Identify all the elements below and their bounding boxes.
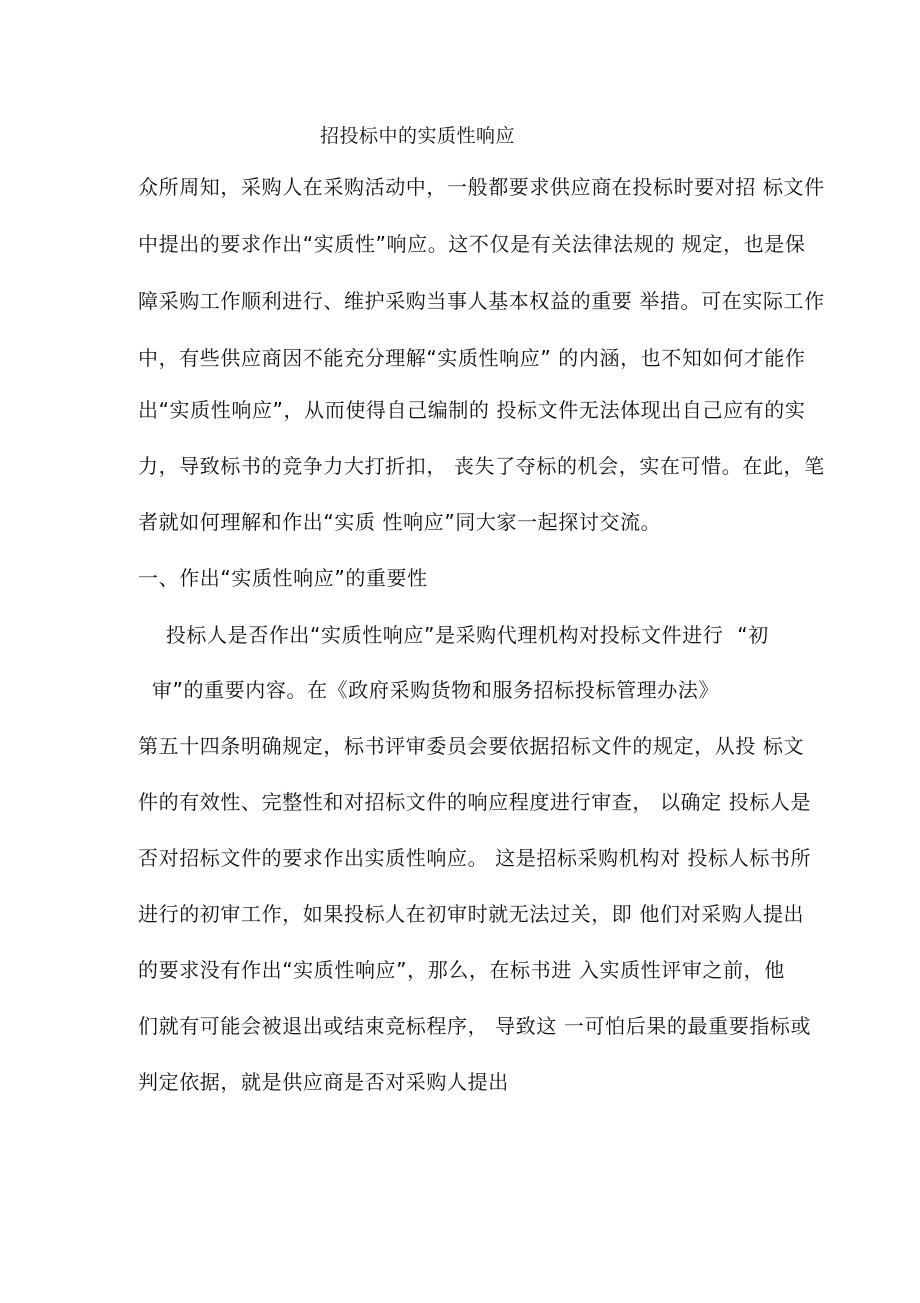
document-title: 招投标中的实质性响应 <box>320 125 516 147</box>
paragraph-line: 投标人是否作出“实质性响应”是采购代理机构对投标文件进行 “初 <box>138 623 769 647</box>
paragraph-line: 们就有可能会被退出或结束竞标程序， 导致这 一可怕后果的最重要指标或 <box>138 1014 812 1038</box>
paragraph-line: 否对招标文件的要求作出实质性响应。 这是招标采购机构对 投标人标书所 <box>138 846 812 870</box>
paragraph-line: 力，导致标书的竞争力大打折扣， 丧失了夺标的机会，实在可惜。在此，笔 <box>138 454 825 478</box>
paragraph-line: 出“实质性响应”，从而使得自己编制的 投标文件无法体现出自己应有的实 <box>138 398 806 422</box>
paragraph-line: 障采购工作顺利进行、维护采购当事人基本权益的重要 举措。可在实际工作 <box>138 289 825 313</box>
paragraph-line: 第五十四条明确规定，标书评审委员会要依据招标文件的规定，从投 标文 <box>138 734 805 758</box>
paragraph-line: 审”的重要内容。在《政府采购货物和服务招标投标管理办法》 <box>138 678 720 702</box>
paragraph-line: 中，有些供应商因不能充分理解“实质性响应” 的内涵，也不知如何才能作 <box>138 346 806 370</box>
paragraph-line: 件的有效性、完整性和对招标文件的响应程度进行审查， 以确定 投标人是 <box>138 790 812 814</box>
paragraph-line: 中提出的要求作出“实质性”响应。这不仅是有关法律法规的 规定，也是保 <box>138 232 806 256</box>
paragraph-line: 者就如何理解和作出“实质 性响应”同大家一起探讨交流。 <box>138 510 662 534</box>
section-heading: 一、作出“实质性响应”的重要性 <box>138 566 428 590</box>
paragraph-line: 判定依据，就是供应商是否对采购人提出 <box>138 1070 509 1094</box>
paragraph-line: 的要求没有作出“实质性响应”，那么，在标书进 入实质性评审之前，他 <box>138 958 785 982</box>
paragraph-line: 进行的初审工作，如果投标人在初审时就无法过关，即 他们对采购人提出 <box>138 902 805 926</box>
paragraph-line: 众所周知，采购人在采购活动中，一般都要求供应商在投标时要对招 标文件 <box>138 175 825 199</box>
